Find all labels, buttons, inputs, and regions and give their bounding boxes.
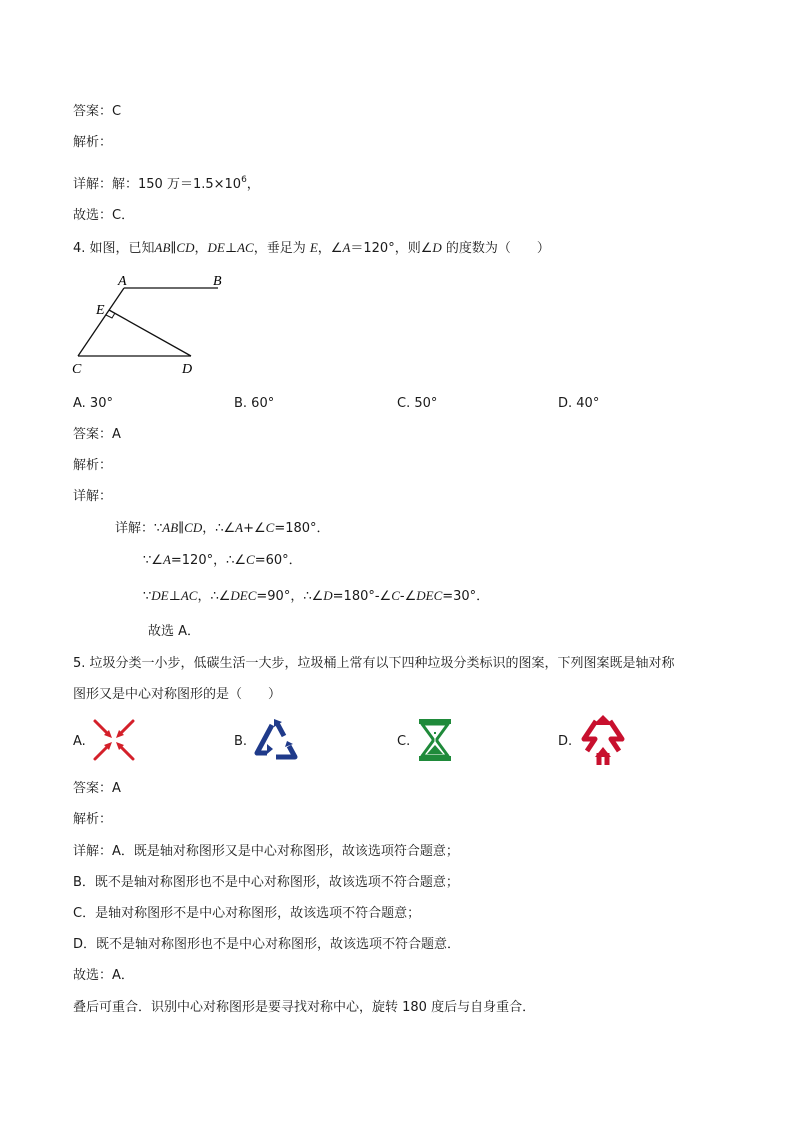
q3-detail-end: ， xyxy=(246,177,260,192)
q4-geometry-figure xyxy=(66,268,236,380)
q5-option-d-label: D. xyxy=(558,734,573,749)
q4-stem-end: 的度数为（ ） xyxy=(441,241,550,256)
q3-detail-eq: ＝1.5×10 xyxy=(179,177,242,192)
q5-note: 叠后可重合．识别中心对称图形是要寻找对称中心，旋转 180 度后与自身重合． xyxy=(73,1000,536,1015)
step3-sep: ，∴∠ xyxy=(197,589,231,604)
q4-option-b: B. 60° xyxy=(234,396,275,411)
q5-detail-c: C．是轴对称图形不是中心对称图形，故该选项不符合题意； xyxy=(73,906,421,921)
step3-mid: =90°，∴∠ xyxy=(256,589,324,604)
q4-choice: 故选 A． xyxy=(148,624,201,639)
arrow-tree-icon xyxy=(579,713,627,769)
q5-stem-line-2: 图形又是中心对称图形的是（ ） xyxy=(73,687,282,702)
step3-mid2: =180°-∠ xyxy=(332,589,392,604)
q4-analysis: 解析： xyxy=(73,458,113,473)
q4-option-a: A. 30° xyxy=(73,396,113,411)
q4-stem xyxy=(73,239,550,258)
q5-detail-a: 详解：A．既是轴对称图形又是中心对称图形，故该选项符合题意； xyxy=(73,844,459,859)
step3-d: D xyxy=(323,588,333,603)
step1-end: =180°． xyxy=(274,521,330,536)
step1-plus: +∠ xyxy=(243,521,266,536)
step3-c: C xyxy=(391,588,400,603)
q3-detail xyxy=(73,171,260,194)
q3-answer: 答案：C xyxy=(73,104,122,119)
segment-de xyxy=(109,310,191,356)
q5-option-a-label: A. xyxy=(73,734,86,749)
q4-stem-ab: AB∥CD xyxy=(154,240,195,255)
q4-stem-sep4: ＝120°，则∠ xyxy=(350,241,433,256)
label-b: B xyxy=(213,274,222,289)
step1-sep: ，∴∠ xyxy=(202,521,236,536)
step2-c: C xyxy=(246,552,255,567)
step2-prefix: ∵∠ xyxy=(143,553,163,568)
q5-option-b-label: B. xyxy=(234,734,248,749)
q4-option-c: C. 50° xyxy=(397,396,438,411)
q5-detail-d: D．既不是轴对称图形也不是中心对称图形，故该选项不符合题意． xyxy=(73,937,461,952)
step1-ab: AB∥CD xyxy=(162,520,203,535)
q3-analysis: 解析： xyxy=(73,135,113,150)
q4-stem-sep2: ，垂足为 xyxy=(253,241,310,256)
step3-de: DE⊥AC xyxy=(151,588,198,603)
label-e: E xyxy=(96,303,105,318)
q3-choice: 故选：C． xyxy=(73,208,135,223)
q4-detail: 详解： xyxy=(73,489,113,504)
step1-prefix: 详解：∵ xyxy=(115,521,163,536)
q4-stem-prefix: 4. 如图，已知 xyxy=(73,241,155,256)
label-c: C xyxy=(72,362,82,377)
q3-detail-exponent: 6 xyxy=(241,175,247,185)
label-d: D xyxy=(182,362,193,377)
step3-minus: -∠ xyxy=(399,589,417,604)
q4-step-3 xyxy=(143,587,489,606)
q5-analysis: 解析： xyxy=(73,812,113,827)
step1-c: C xyxy=(265,520,275,535)
step2-end: =60°． xyxy=(254,553,302,568)
q4-stem-sep1: ， xyxy=(194,241,208,256)
q4-stem-de: DE⊥AC xyxy=(207,240,254,255)
q3-detail-text: 详解：解：150 万 xyxy=(73,177,180,192)
segment-ac xyxy=(78,288,124,356)
q4-option-d: D. 40° xyxy=(558,396,600,411)
arrows-cross-icon xyxy=(92,718,136,762)
q4-step-1 xyxy=(115,519,330,538)
q4-stem-angle-d: D xyxy=(432,240,442,255)
q4-step-2 xyxy=(143,551,302,570)
q4-stem-angle-a: A xyxy=(342,240,351,255)
hourglass-icon xyxy=(417,718,453,762)
step1-a: A xyxy=(235,520,244,535)
step3-dec: DEC xyxy=(230,588,257,603)
q5-option-c-label: C. xyxy=(397,734,411,749)
q5-stem-line-1: 5. 垃圾分类一小步，低碳生活一大步，垃圾桶上常有以下四种垃圾分类标识的图案，下列图案既是轴对称 xyxy=(73,656,675,671)
label-a: A xyxy=(118,274,127,289)
step3-prefix: ∵ xyxy=(143,589,152,604)
step3-dec2: DEC xyxy=(416,588,443,603)
q5-choice: 故选：A． xyxy=(73,968,134,983)
step2-mid: =120°，∴∠ xyxy=(170,553,247,568)
step3-end: =30°． xyxy=(442,589,490,604)
q5-detail-b: B．既不是轴对称图形也不是中心对称图形，故该选项不符合题意； xyxy=(73,875,459,890)
step2-a: A xyxy=(162,552,171,567)
q5-answer: 答案：A xyxy=(73,781,121,796)
q4-stem-e: E xyxy=(309,240,318,255)
q4-answer: 答案：A xyxy=(73,427,121,442)
q4-stem-sep3: ，∠ xyxy=(317,241,343,256)
recycle-triangle-icon xyxy=(253,717,299,761)
